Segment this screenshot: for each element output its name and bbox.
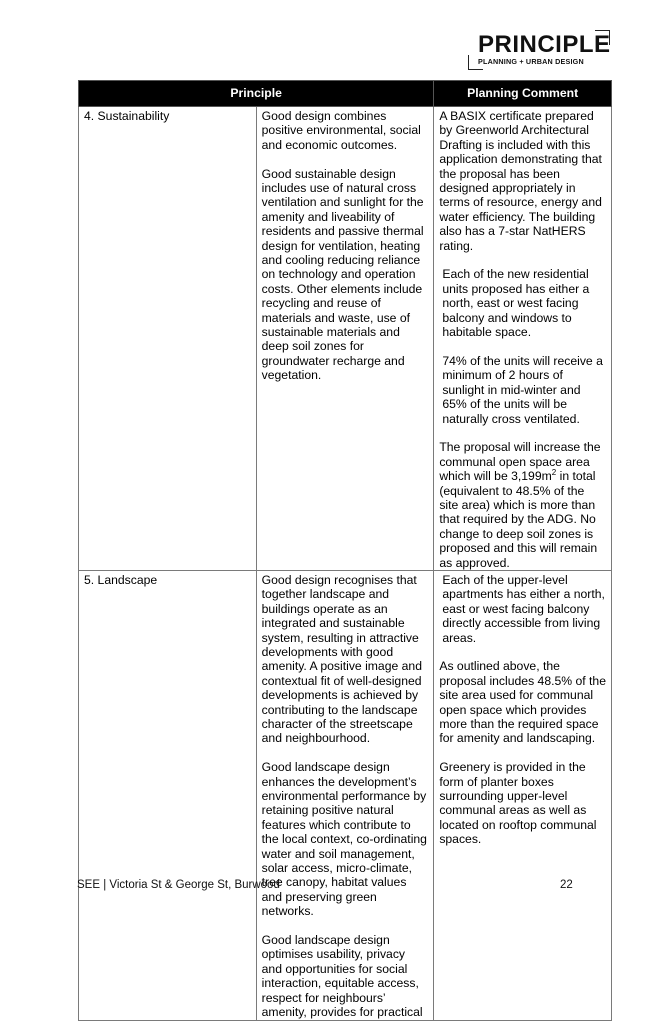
row-label <box>79 570 257 1020</box>
row-label-text: 4. Sustainability <box>84 109 170 123</box>
comment-text: in total (equivalent to 48.5% of the site area) which is more than that required by the ADG. No change to deep soil zones is proposed and this will remain as approved. <box>439 469 598 570</box>
comment-paragraph: Greenery is provided in the form of planter boxes surrounding upper-level communal areas as well as located on rooftop communal spaces. <box>439 760 597 847</box>
principle-cell <box>256 107 434 571</box>
comment-paragraph: As outlined above, the proposal includes 48.5% of the site area used for communal open space which provides more than the required space for amenity and landscaping. <box>439 659 606 746</box>
footer-page-number: 22 <box>560 879 573 891</box>
comment-paragraph: A BASIX certificate prepared by Greenworld Architectural Drafting is included with this application demonstrating that the proposal has been designed appropriately in terms of resource, energy and water efficiency. The building also has a 7-star NatHERS rating. <box>439 109 602 253</box>
principle-paragraph: Good design combines positive environmental, social and economic outcomes. <box>261 109 421 152</box>
table-row-sustainability <box>79 107 612 571</box>
row-label-text: 5. Landscape <box>84 572 158 587</box>
principle-paragraph: Good landscape design optimises usability, privacy and opportunities for social interaction, equitable access, respect for neighbours’ amenity, provides for practical <box>261 933 423 1020</box>
principle-logo <box>468 30 612 70</box>
column-header-planning-comment: Planning Comment <box>434 81 612 107</box>
footer-document-title: SEE | Victoria St & George St, Burwood <box>77 879 280 891</box>
principle-paragraph: Good sustainable design includes use of natural cross ventilation and sunlight for the amenity and liveability of residents and passive thermal design for ventilation, heating and cooling reducing reliance on technology and operation costs. Other elements include recycling and reuse of materials and waste, use of sustainable materials and deep soil zones for groundwater recharge and vegetation. <box>261 166 424 383</box>
principle-cell <box>256 570 434 1020</box>
table-header-row <box>79 81 612 107</box>
comment-cell <box>434 107 612 571</box>
table-row-landscape <box>79 570 612 1020</box>
comment-cell <box>434 570 612 1020</box>
logo-tagline: PLANNING + URBAN DESIGN <box>478 57 584 66</box>
principle-paragraph: Good landscape design enhances the development’s environmental performance by retaining positive natural features which contribute to the local context, co-ordinating water and soil management, solar access, micro-climate, tree canopy, habitat values and preserving green networks. <box>261 760 427 919</box>
logo-wordmark: PRINCIPLE <box>478 31 611 58</box>
row-label <box>79 107 257 571</box>
comment-paragraph: 74% of the units will receive a minimum of 2 hours of sunlight in mid-winter and 65% of the units will be naturally cross ventilated. <box>442 353 603 426</box>
superscript: 2 <box>551 468 557 478</box>
column-header-principle: Principle <box>79 81 434 107</box>
comment-paragraph <box>439 440 606 570</box>
comment-paragraph: Each of the new residential units proposed has either a north, east or west facing balcony and windows to habitable space. <box>442 267 590 340</box>
principle-paragraph: Good design recognises that together landscape and buildings operate as an integrated and sustainable system, resulting in attractive developments with good amenity. A positive image and contextual fit of well-designed developments is achieved by contributing to the landscape character of the streetscape and neighbourhood. <box>261 572 422 746</box>
comment-text: The proposal will increase the communal open space area which will be 3,199m <box>439 440 601 484</box>
comment-paragraph: Each of the upper-level apartments has either a north, east or west facing balcony directly accessible from living areas. <box>442 572 605 645</box>
